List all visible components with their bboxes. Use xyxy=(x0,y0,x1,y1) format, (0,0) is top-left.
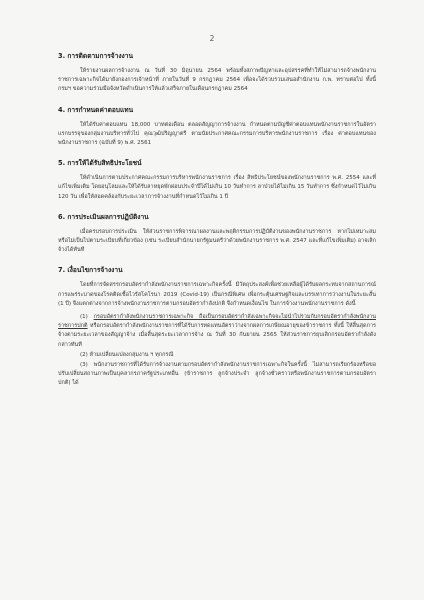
page-number: 2 xyxy=(209,34,215,43)
section-paragraph: เมื่อครบรอบการประเมิน ให้ส่วนราชการพิจารณาผลงานและพฤติกรรมการปฏิบัติงานของพนักงานราชการ หากไม่เหมาะสมหรือไม่เป็นไปตามระเบียบที่เกี่ยวข้อง (เช่น ระเบียบสำนักนายกรัฐมนตรีว่าด้วยพนักงานราชการ พ.ศ. 2547 และที่แก้ไขเพิ่มเติม) อาจเลิกจ้างได้ทันที xyxy=(58,228,376,254)
section-7 xyxy=(58,266,376,388)
section-5 xyxy=(58,159,376,202)
condition-label: (1) xyxy=(80,314,88,321)
section-paragraph: ให้ดำเนินการตามประกาศคณะกรรมการบริหารพนักงานราชการ เรื่อง สิทธิประโยชน์ของพนักงานราชการ พ.ศ. 2554 และที่แก้ไขเพิ่มเติม โดยอนุโลมและให้ได้รับลาหยุดพักผ่อนประจำปีได้ไม่เกิน 10 วันทำการ ลาป่วยได้ไม่เกิน 15 วันทำการ ซึ่งกำหนดไว้ไม่เกิน 120 วัน เพื่อให้สอดคล้องกับระยะเวลาการจ้างงานที่กำหนดไว้ไม่เกิน 1 ปี xyxy=(58,175,376,200)
condition-text: ห้ามเปลี่ยนแปลงกลุ่มงาน ฯ ทุกกรณี xyxy=(89,351,174,358)
condition-text: หรือกรอบอัตรากำลังพนักงานราชการที่ได้รับการทดแทนอัตราว่างจากผลการเกษียณอายุของข้าราชการ ทั้งนี้ ให้สิ้นสุดการจ้างตามระยะเวลาของสัญญาจ้าง เมื่อสิ้นสุดระยะเวลาการจ้าง ณ วันที่ 30 กันยายน 2565 ให้ส่วนราชการยุบเลิกกรอบอัตรากำลังดังกล่าวทันที xyxy=(58,323,376,348)
condition-item xyxy=(58,361,376,389)
section-3 xyxy=(58,52,376,95)
section-4 xyxy=(58,106,376,149)
condition-label: (3) xyxy=(80,362,88,369)
condition-label: (2) xyxy=(80,351,88,358)
condition-text: พนักงานราชการที่ได้รับการจ้างงานตามกรอบอัตรากำลังพนักงานราชการเฉพาะกิจในครั้งนี้ ไม่สามารถเรียกร้องหรือขอปรับเปลี่ยนสถานภาพเป็นบุคลากรภาครัฐประเภทอื่น (ข้าราชการ ลูกจ้างประจำ ลูกจ้างชั่วคราวหรือพนักงานราชการตามกรอบอัตราปกติ) ได้ xyxy=(58,362,377,387)
section-paragraph: ให้ได้รับค่าตอบแทน 18,000 บาทต่อเดือน ตลอดสัญญาการจ้างงาน กำหนดตามบัญชีค่าตอบแทนพนักงานราชการในอัตราแรกบรรจุของกลุ่มงานบริหารทั่วไป คุณวุฒิปริญญาตรี ตามนัยประกาศคณะกรรมการบริหารพนักงานราชการ เรื่อง ค่าตอบแทนของพนักงานราชการ (ฉบับที่ 9) พ.ศ. 2561 xyxy=(58,121,376,147)
document-body xyxy=(58,52,376,390)
section-6 xyxy=(58,213,376,256)
section-title: 4. การกำหนดค่าตอบแทน xyxy=(58,105,134,114)
section-paragraph: ให้รายงานผลการจ้างงาน ณ วันที่ 30 มิถุนายน 2564 พร้อมทั้งสภาพปัญหาและอุปสรรคที่ทำให้ไม่สามารถจ้างพนักงานราชการเฉพาะกิจได้มายังกองการเจ้าหน้าที่ ภายในวันที่ 9 กรกฎาคม 2564 เพื่อจะได้รวบรวมเสนอสำนักงาน ก.พ. ทราบต่อไป ทั้งนี้กรมฯ ขอความร่วมมือจังหวัดดำเนินการให้แล้วเสร็จภายในเดือนกรกฎาคม 2564 xyxy=(58,68,376,93)
section-title: 5. การให้ได้รับสิทธิประโยชน์ xyxy=(58,159,142,168)
section-paragraph: โดยที่การจัดสรรกรอบอัตรากำลังพนักงานราชการเฉพาะกิจครั้งนี้ มีวัตถุประสงค์เพื่อช่วยเหลือผู้ได้รับผลกระทบจากสถานการณ์การแพร่ระบาดของโรคติดเชื้อไวรัสโคโรนา 2019 (Covid-19) เป็นกรณีพิเศษ เพื่อกระตุ้นเศรษฐกิจและบรรเทาการว่างงานในระยะสั้น (1 ปี) จึงแตกต่างจากการจ้างพนักงานราชการตามกรอบอัตรากำลังปกติ จึงกำหนดเงื่อนไข ในการจ้างงานพนักงานราชการ ดังนี้ xyxy=(58,282,376,307)
section-title: 3. การติดตามการจ้างงาน xyxy=(58,52,133,60)
section-title: 6. การประเมินผลการปฏิบัติงาน xyxy=(58,212,149,221)
condition-item xyxy=(58,313,376,350)
section-title: 7. เงื่อนไขการจ้างงาน xyxy=(58,266,123,275)
condition-text-underlined: กรอบอัตรากำลังพนักงานราชการเฉพาะกิจ ถือเป็นกรอบอัตรากำลังเฉพาะกิจจะไม่นำไปรวมกับกรอบอัตรากำลังพนักงานราชการปกติ xyxy=(58,314,376,330)
condition-item xyxy=(58,351,376,360)
